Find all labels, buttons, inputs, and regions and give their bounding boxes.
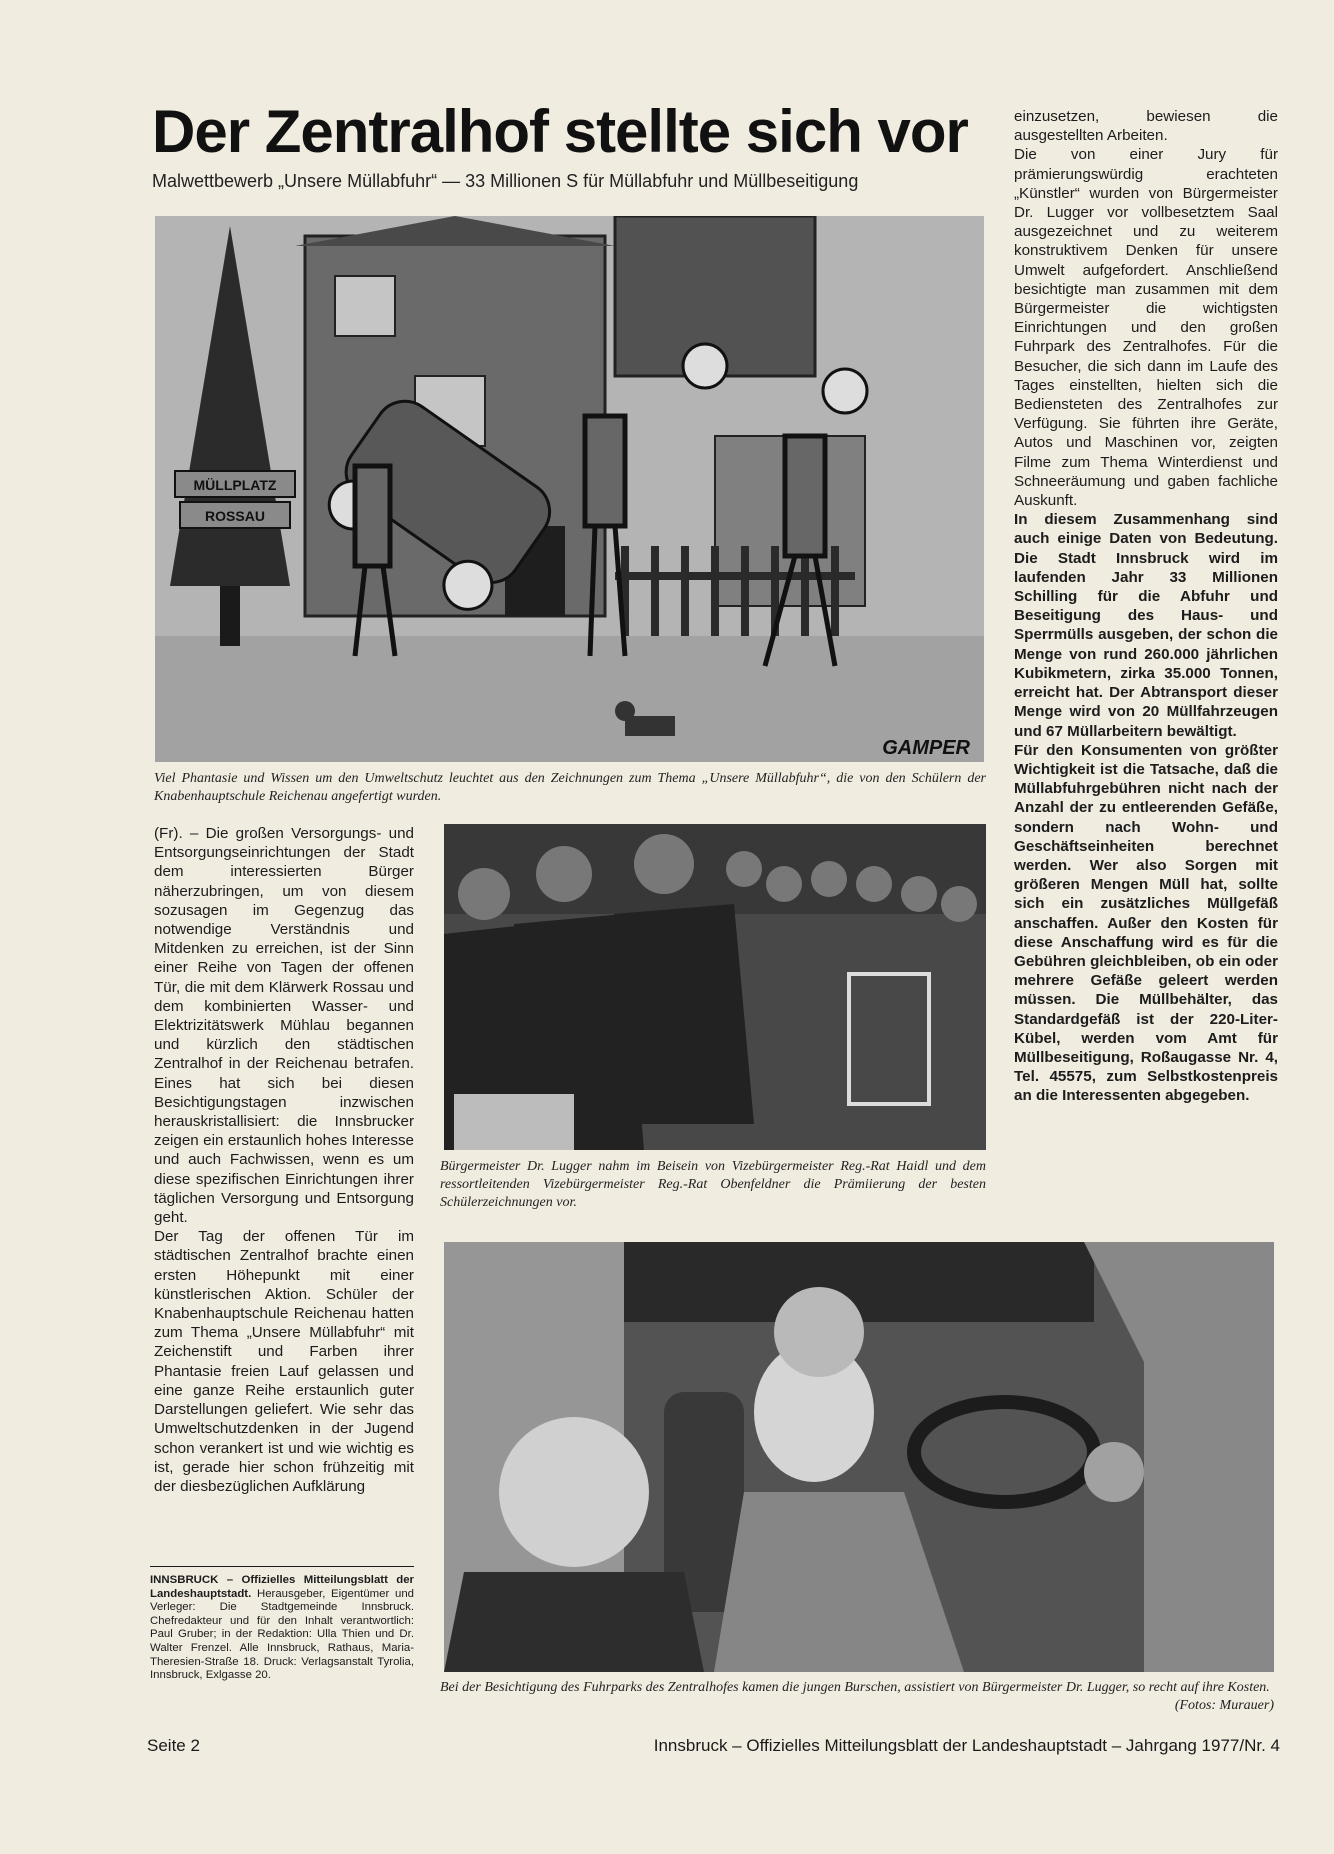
imprint-rule bbox=[150, 1566, 414, 1567]
left-column-para-2: Der Tag der offenen Tür im städtischen Zentralhof brachte einen ersten Höhepunkt mit einer künstlerischen Aktion. Schüler der Knabenhauptschule Reichenau hatten zum Thema „Unsere Müllabfuhr“ mit Zeichenstift und Farben ihrer Phantasie freien Lauf gelassen und eine ganze Reihe erstaunlich guter Darstellungen geliefert. Wie sehr das Umweltschutzdenken in der Jugend schon verankert ist und wie wichtig es ist, gerade hier schon frühzeitig mit der diesbezüglichen Aufklärung bbox=[154, 1228, 414, 1495]
truck-caption bbox=[440, 1679, 1274, 1715]
left-column-para-1: (Fr). – Die großen Versorgungs- und Entsorgungseinrichtungen der Stadt dem interessierten Bürger näherzubringen, um von diesem sozusagen im Gegenzug das notwendige Verständnis und Mitdenken zu erreichen, ist der Sinn einer Reihe von Tagen der offenen Tür, die mit dem Klärwerk Rossau und dem kombinierten Wasser- und Elektrizitätswerk Mühlau begannen und kürzlich den städtischen Zentralhof in der Reichenau betrafen. Eines hat sich bei diesen Besichtigungstagen inzwischen herauskristallisiert: die Innsbrucker zeigen ein erstaunlich hohes Interesse und auch Fachwissen, wenn es um diese spezifischen Einrichtungen ihrer täglichen Versorgung und Entsorgung geht. bbox=[154, 825, 414, 1227]
imprint-text: Herausgeber, Eigentümer und Verleger: Die Stadtgemeinde Innsbruck. Chefredakteur und für den Inhalt verantwortlich: Paul Gruber; in der Redaktion: Ulla Thien und Dr. Walter Frenzel. Alle Innsbruck, Rathaus, Maria-Theresien-Straße 18. Druck: Verlagsanstalt Tyrolia, Innsbruck, Exlgasse 20. bbox=[150, 1587, 414, 1682]
right-column-para-2: Die von einer Jury für prämierungswürdig erachteten „Künstler“ wurden von Bürgermeister Dr. Lugger vor vollbesetztem Saal ausgezeichnet und zu weiterem konstruktivem Denken für unsere Umwelt aufgefordert. Anschließend besichtigte man zusammen mit dem Bürgermeister die wichtigsten Einrichtungen und den großen Fuhrpark des Zentralhofes. Für die Besucher, die sich dann im Laufe des Tages einstellten, hielten sich die Bediensteten des Zentralhofes zur Verfügung. Sie führten ihre Geräte, Autos und Maschinen vor, zeigten Filme zum Thema Winterdienst und Schneeräumung und gaben fachliche Auskunft. bbox=[1014, 146, 1278, 510]
right-column bbox=[1014, 107, 1278, 1106]
ceremony-photo bbox=[444, 824, 986, 1150]
right-column-bold-1: In diesem Zusammenhang sind auch einige Daten von Bedeutung. Die Stadt Innsbruck wird im laufenden Jahr 33 Millionen Schilling für die Abfuhr und Beseitigung des Haus- und Sperrmülls ausgeben, der schon die Menge von rund 260.000 jährlichen Kubikmetern, zirka 35.000 Tonnen, erreicht hat. Der Abtransport dieser Menge wird von 20 Müllfahrzeugen und 67 Müllarbeitern bewältigt. bbox=[1014, 511, 1278, 740]
imprint bbox=[150, 1574, 414, 1683]
drawing-photo bbox=[155, 216, 984, 762]
ceremony-illustration bbox=[444, 824, 986, 1150]
ceremony-caption: Bürgermeister Dr. Lugger nahm im Beisein von Vizebürgermeister Reg.-Rat Haidl und dem ressortleitenden Vizebürgermeister Reg.-Rat Obenfeldner die Prämiierung der besten Schülerzeichnungen vor. bbox=[440, 1159, 986, 1210]
photo-credit: (Fotos: Murauer) bbox=[1174, 1698, 1274, 1713]
truck-caption-text: Bei der Besichtigung des Fuhrparks des Zentralhofes kamen die jungen Burschen, assistiert von Bürgermeister Dr. Lugger, so recht auf ihre Kosten. bbox=[440, 1680, 1270, 1695]
page-number: Seite 2 bbox=[147, 1736, 200, 1755]
page-title: Der Zentralhof stellte sich vor bbox=[152, 98, 968, 165]
truck-photo bbox=[444, 1242, 1274, 1672]
publication-info: Innsbruck – Offizielles Mitteilungsblatt der Landeshauptstadt – Jahrgang 1977/Nr. 4 bbox=[653, 1736, 1280, 1755]
drawing-illustration bbox=[155, 216, 984, 762]
imprint-lead: INNSBRUCK – Offizielles Mitteilungsblatt der Landeshauptstadt. bbox=[150, 1574, 414, 1600]
artist-signature: GAMPER bbox=[882, 737, 970, 759]
right-column-para-1: einzusetzen, bewiesen die ausgestellten Arbeiten. bbox=[1014, 108, 1278, 145]
sign-bottom-text: ROSSAU bbox=[205, 508, 265, 524]
subheadline: Malwettbewerb „Unsere Müllabfuhr“ — 33 Millionen S für Müllabfuhr und Müllbeseitigung bbox=[152, 171, 859, 191]
left-column bbox=[154, 824, 414, 1496]
right-column-bold-2: Für den Konsumenten von größter Wichtigkeit ist die Tatsache, daß die Müllabfuhrgebühren nicht nach der Anzahl der zu entleerenden Gefäße, sondern nach Wohn- und Geschäftseinheiten berechnet werden. Wer also Sorgen mit größeren Mengen Müll hat, sollte sich ein zusätzliches Müllgefäß anschaffen. Außer den Kosten für diese Anschaffung wird es für die Gebühren gleichbleiben, ob ein oder mehrere Gefäße geleert werden müssen. Die Müllbehälter, das Standardgefäß ist der 220-Liter-Kübel, werden vom Amt für Müllbeseitigung, Roßaugasse Nr. 4, Tel. 45575, zum Selbstkostenpreis an die Interessenten abgegeben. bbox=[1014, 741, 1278, 1105]
sign-top-text: MÜLLPLATZ bbox=[193, 477, 277, 493]
drawing-caption: Viel Phantasie und Wissen um den Umweltschutz leuchtet aus den Zeichnungen zum Thema „Unsere Müllabfuhr“, die von den Schülern der Knabenhauptschule Reichenau angefertigt wurden. bbox=[154, 771, 986, 804]
truck-illustration bbox=[444, 1242, 1274, 1672]
